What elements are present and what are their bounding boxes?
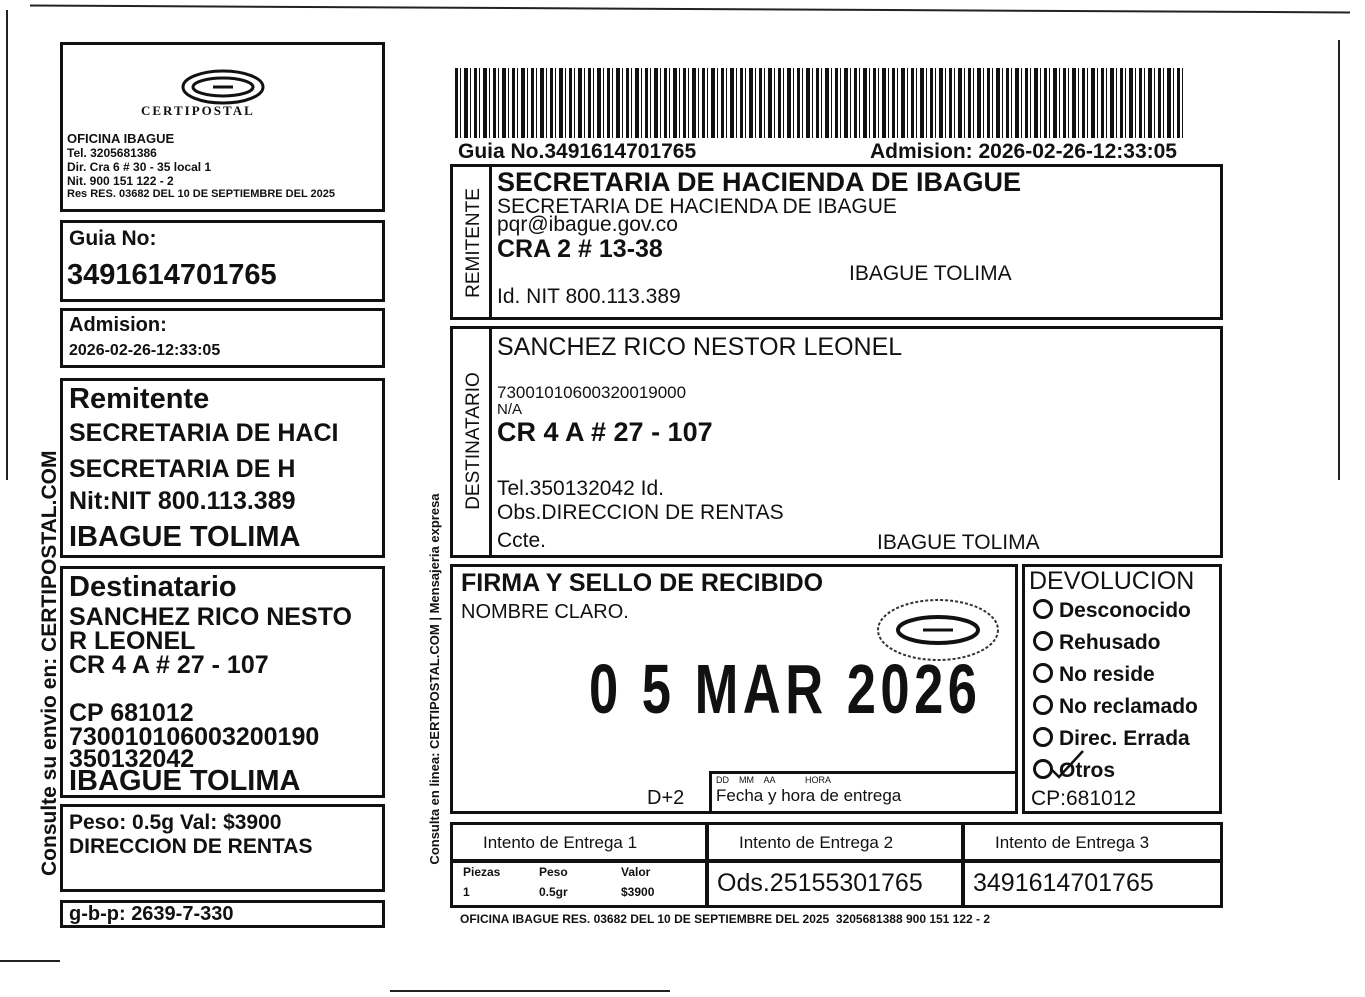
option-label: No reclamado <box>1059 695 1198 718</box>
office-res: Res RES. 03682 DEL 10 DE SEPTIEMBRE DEL 2025 <box>67 188 335 200</box>
destinatario-address: CR 4 A # 27 - 107 <box>497 417 713 447</box>
piezas-label: Piezas <box>463 865 501 879</box>
peso-obs: DIRECCION DE RENTAS <box>69 835 313 858</box>
page-edge-bottom-2 <box>390 990 670 992</box>
destinatario-name: SANCHEZ RICO NESTOR LEONEL <box>497 333 903 361</box>
destinatario-tel: Tel.350132042 Id. <box>497 477 664 500</box>
destinatario-box-left <box>60 566 385 798</box>
destinatario-obs: Obs.DIRECCION DE RENTAS <box>497 501 784 524</box>
firma-box <box>450 564 1018 814</box>
remitente-name: SECRETARIA DE HACIENDA DE IBAGUE <box>497 167 1022 197</box>
admision-box <box>60 308 385 368</box>
remitente-side-label: REMITENTE <box>463 188 484 298</box>
devolucion-title: DEVOLUCION <box>1029 567 1195 595</box>
destinatario-box <box>450 326 1223 558</box>
destinatario-side-label: DESTINATARIO <box>463 372 484 510</box>
firma-d2: D+2 <box>647 787 685 809</box>
option-label: Rehusado <box>1059 631 1161 654</box>
intento-3-guia: 3491614701765 <box>973 869 1154 897</box>
dest-code: 730010106003200190 <box>69 723 320 751</box>
remitente-box-left <box>60 378 385 558</box>
dest-line3: CR 4 A # 27 - 107 <box>69 651 269 679</box>
peso-line: Peso: 0.5g Val: $3900 <box>69 811 282 834</box>
radio-icon <box>1033 695 1053 715</box>
destinatario-side-divider <box>489 329 492 555</box>
remitente-box <box>450 164 1223 320</box>
middle-vertical-text: Consulta en linea: CERTIPOSTAL.COM | Mensajeria expresa <box>427 493 442 865</box>
valor-value: $3900 <box>621 885 655 899</box>
destinatario-title: Destinatario <box>69 571 237 603</box>
office-name: OFICINA IBAGUE <box>67 131 175 146</box>
destinatario-city: IBAGUE TOLIMA <box>877 531 1040 554</box>
logo-text: CERTIPOSTAL <box>141 103 255 118</box>
office-dir: Dir. Cra 6 # 30 - 35 local 1 <box>67 160 212 174</box>
remitente-address: CRA 2 # 13-38 <box>497 235 663 263</box>
remitente-line1: SECRETARIA DE HACI <box>69 419 339 447</box>
footer-text: OFICINA IBAGUE RES. 03682 DEL 10 DE SEPTIEMBRE DEL 2025 3205681388 900 151 122 - 2 <box>460 912 991 926</box>
fecha-cols: DD MM AA HORA <box>716 775 832 785</box>
remitente-email: pqr@ibague.gov.co <box>497 213 678 236</box>
intento-1-body <box>450 860 708 908</box>
remitente-side-divider <box>489 167 492 317</box>
office-box <box>60 42 385 212</box>
destinatario-code: 73001010600320019000 <box>497 383 687 402</box>
stamp-date: 0 5 MAR 2026 <box>589 650 982 728</box>
remitente-name2: SECRETARIA DE HACIENDA DE IBAGUE <box>497 195 897 218</box>
guia-label: Guia No: <box>69 227 157 250</box>
intento-1-header <box>450 822 708 862</box>
office-tel: Tel. 3205681386 <box>67 146 157 160</box>
peso-label: Peso <box>539 865 568 879</box>
certipostal-logo-icon <box>173 67 273 107</box>
dest-line1: SANCHEZ RICO NESTO <box>69 603 352 631</box>
page-edge-top <box>30 5 1350 14</box>
guia-value: 3491614701765 <box>67 259 277 291</box>
remitente-city: IBAGUE TOLIMA <box>849 262 1012 285</box>
remitente-id: Id. NIT 800.113.389 <box>497 285 681 308</box>
radio-icon <box>1033 663 1053 683</box>
intento-2-header <box>706 822 964 862</box>
intento-3-label: Intento de Entrega 3 <box>995 833 1150 852</box>
page-edge-right <box>1338 40 1340 480</box>
valor-label: Valor <box>621 865 651 879</box>
option-label: Otros <box>1059 759 1116 782</box>
intento-2-body <box>706 860 964 908</box>
intento-3-header <box>962 822 1223 862</box>
option-label: Desconocido <box>1059 599 1191 622</box>
radio-icon <box>1033 599 1053 619</box>
radio-icon <box>1033 727 1053 747</box>
firma-nombre: NOMBRE CLARO. <box>461 601 629 623</box>
header-admision: Admision: 2026-02-26-12:33:05 <box>870 140 1177 163</box>
remitente-city: IBAGUE TOLIMA <box>69 521 301 553</box>
dest-cp: CP 681012 <box>69 699 194 727</box>
peso-box <box>60 804 385 892</box>
intento-2-label: Intento de Entrega 2 <box>739 833 894 852</box>
option-label: Direc. Errada <box>1059 727 1190 750</box>
piezas-value: 1 <box>463 885 470 899</box>
fecha-label: Fecha y hora de entrega <box>716 786 902 805</box>
dest-city: IBAGUE TOLIMA <box>69 765 301 797</box>
devolucion-option[interactable] <box>1033 599 1191 623</box>
peso-value: 0.5gr <box>539 885 568 899</box>
gbp-box <box>60 900 385 928</box>
devolucion-option[interactable] <box>1033 695 1198 719</box>
devolucion-box <box>1022 564 1222 814</box>
radio-icon <box>1033 631 1053 651</box>
gbp-text: g-b-p: 2639-7-330 <box>69 903 234 925</box>
admision-value: 2026-02-26-12:33:05 <box>69 342 221 359</box>
office-nit: Nit. 900 151 122 - 2 <box>67 174 174 188</box>
checkmark-icon <box>1047 747 1087 781</box>
side-consult-text: Consulte su envio en: CERTIPOSTAL.COM <box>38 450 61 876</box>
fecha-box <box>709 771 1018 814</box>
intento-3-body <box>962 860 1223 908</box>
devolucion-option[interactable] <box>1033 663 1155 687</box>
guia-box <box>60 220 385 302</box>
option-label: No reside <box>1059 663 1155 686</box>
ods-value: Ods.25155301765 <box>717 869 923 897</box>
page-edge-bottom <box>0 960 60 962</box>
dest-phone: 350132042 <box>69 745 195 773</box>
remitente-line2: SECRETARIA DE H <box>69 455 296 483</box>
firma-title: FIRMA Y SELLO DE RECIBIDO <box>461 569 824 597</box>
barcode <box>455 68 1185 138</box>
remitente-nit: Nit:NIT 800.113.389 <box>69 487 296 515</box>
devolucion-option[interactable] <box>1033 631 1161 655</box>
devolucion-cp: CP:681012 <box>1031 787 1137 810</box>
dest-line2: R LEONEL <box>69 627 196 655</box>
admision-label: Admision: <box>69 314 167 336</box>
header-guia: Guia No.3491614701765 <box>458 140 697 163</box>
remitente-title: Remitente <box>69 383 210 415</box>
intento-1-label: Intento de Entrega 1 <box>483 833 638 852</box>
destinatario-ccte: Ccte. <box>497 529 547 552</box>
destinatario-na: N/A <box>497 401 523 418</box>
page-edge-left <box>6 10 8 480</box>
